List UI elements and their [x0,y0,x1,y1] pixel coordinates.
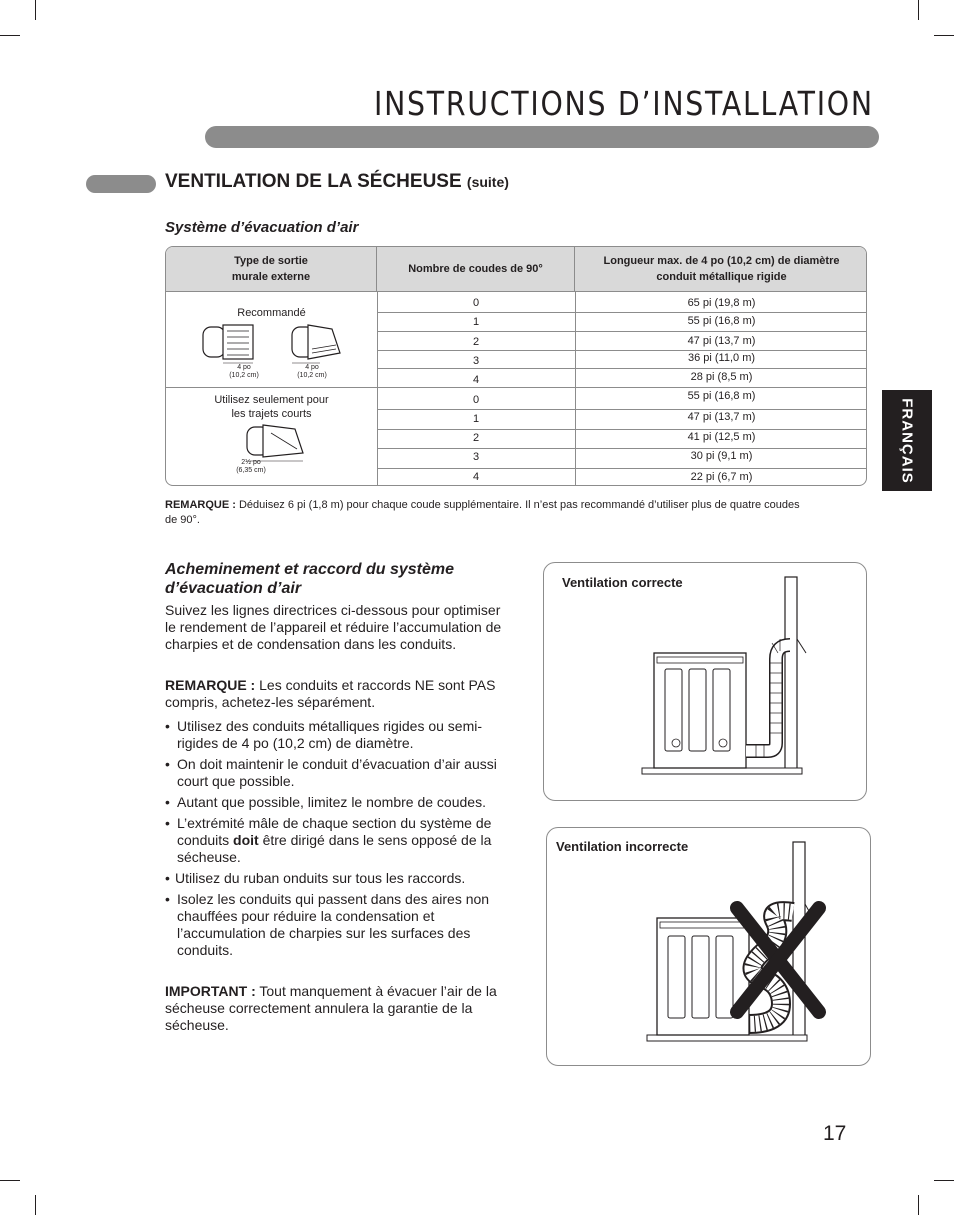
section-pill [86,175,156,193]
guideline-list [165,718,505,963]
elbow-count: 0 [472,394,480,406]
elbow-count: 1 [472,413,480,425]
list-item: • On doit maintenir le conduit d’évacuation d’air aussi court que possible. [165,756,505,790]
group-label-short-runs: Utilisez seulement pour les trajets courts [214,394,329,420]
page-number: 17 [823,1122,847,1145]
figure-label: Ventilation correcte [562,575,683,590]
crop-mark [934,1180,954,1181]
max-length: 30 pi (9,1 m) [690,450,753,462]
elbow-count: 4 [472,471,480,483]
crop-mark [35,1195,36,1215]
figure-label: Ventilation incorrecte [556,839,689,854]
routing-title: Acheminement et raccord du système d’évacuation d’air [165,561,454,597]
header-exhaust-type: Type de sortie murale externe [166,247,377,292]
table-remark: REMARQUE : Déduisez 6 pi (1,8 m) pour chaque coude supplémentaire. Il n’est pas recommandé d’utiliser plus de quatre coudes de 90°. [165,499,800,526]
language-tab: FRANÇAIS [882,390,932,491]
row-divider [377,368,867,369]
max-length: 41 pi (12,5 m) [687,431,756,443]
max-length: 47 pi (13,7 m) [687,411,756,423]
elbow-count: 3 [472,451,480,463]
row-divider [377,409,867,410]
max-length: 22 pi (6,7 m) [690,471,753,483]
venting-table [165,246,867,486]
elbow-count: 2 [472,336,480,348]
row-divider [377,429,867,430]
list-item: • Utilisez des conduits métalliques rigides ou semi-rigides de 4 po (10,2 cm) de diamètre. [165,718,505,752]
incorrect-vent-illustration [547,828,872,1067]
dimension-label: 4 po (10,2 cm) [297,364,327,379]
row-divider [377,468,867,469]
group-divider [166,387,867,388]
header-max-length: Longueur max. de 4 po (10,2 cm) de diamètre conduit métallique rigide [575,247,867,292]
routing-intro: Suivez les lignes directrices ci-dessous pour optimiser le rendement de l’appareil et réduire l’accumulation de charpies et de condensation dans les conduits. [165,602,502,652]
header-elbows: Nombre de coudes de 90° [377,247,575,292]
figure-incorrect-ventilation [546,827,871,1066]
max-length: 47 pi (13,7 m) [687,335,756,347]
important-note: IMPORTANT : Tout manquement à évacuer l’air de la sécheuse correctement annulera la garantie de la sécheuse. [165,983,497,1033]
crop-mark [934,35,954,36]
row-divider [377,350,867,351]
list-item: • Isolez les conduits qui passent dans des aires non chauffées pour réduire la condensation et l’accumulation de charpies sur les surfaces des conduits. [165,891,505,959]
row-divider [377,448,867,449]
crop-mark [918,1195,919,1215]
correct-vent-illustration [544,563,868,802]
elbow-count: 2 [472,432,480,444]
page-title: INSTRUCTIONS D’INSTALLATION [374,84,874,123]
crop-mark [35,0,36,20]
elbow-count: 1 [472,316,480,328]
row-divider [377,331,867,332]
routing-remark: REMARQUE : Les conduits et raccords NE sont PAS compris, achetez-les séparément. [165,677,496,710]
max-length: 65 pi (19,8 m) [687,297,756,309]
max-length: 36 pi (11,0 m) [687,352,756,364]
list-item: • Autant que possible, limitez le nombre de coudes. [165,794,505,811]
row-divider [377,312,867,313]
elbow-count: 4 [472,374,480,386]
dimension-label: 2½ po (6,35 cm) [236,459,266,474]
group-label-recommended: Recommandé [237,307,306,319]
table-subtitle: Système d’évacuation d’air [165,219,359,236]
crop-mark [0,1180,20,1181]
title-bar [205,126,879,148]
list-item: • L’extrémité mâle de chaque section du système de conduits doit être dirigé dans le sens opposé de la sécheuse. [165,815,505,866]
crop-mark [918,0,919,20]
figure-correct-ventilation [543,562,867,801]
elbow-count: 0 [472,297,480,309]
max-length: 55 pi (16,8 m) [687,390,756,402]
max-length: 28 pi (8,5 m) [690,371,753,383]
dimension-label: 4 po (10,2 cm) [229,364,259,379]
section-title: VENTILATION DE LA SÉCHEUSE (suite) [165,171,509,192]
elbow-count: 3 [472,355,480,367]
max-length: 55 pi (16,8 m) [687,315,756,327]
list-item: • Utilisez du ruban onduits sur tous les raccords. [165,870,505,887]
crop-mark [0,35,20,36]
